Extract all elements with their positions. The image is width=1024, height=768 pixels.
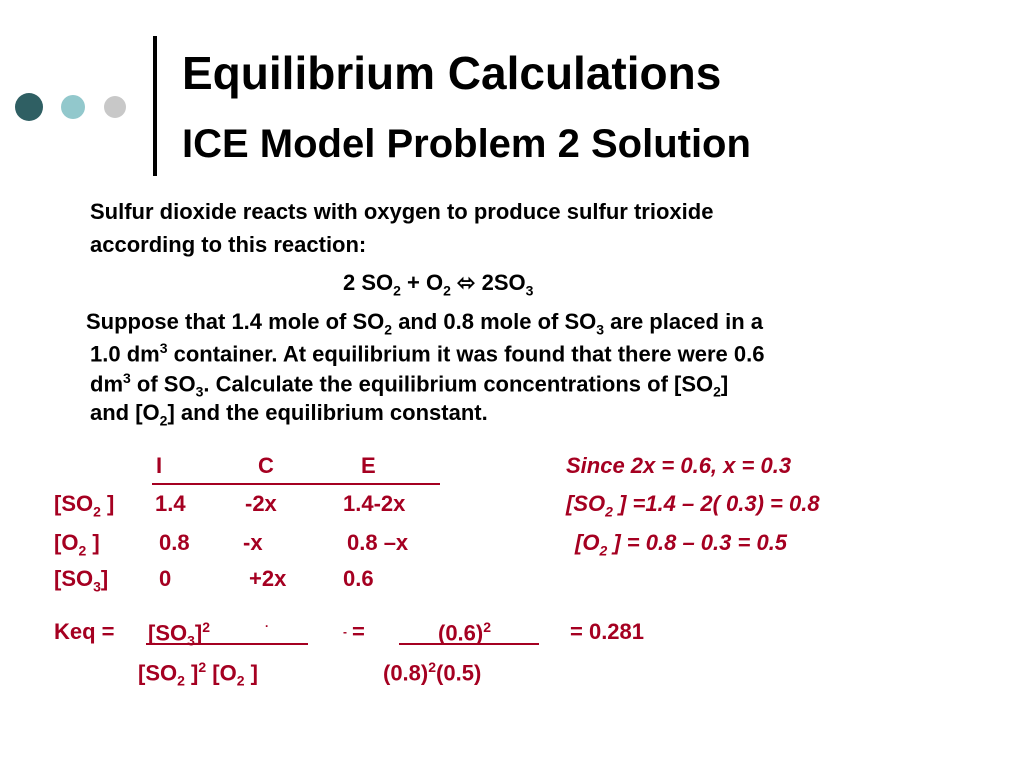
problem-intro-line-2: according to this reaction: [90,232,367,257]
ice-row-so2-initial: 1.4 [155,491,186,516]
title-divider [153,36,157,176]
ice-row-so3-equilibrium: 0.6 [343,566,374,591]
page-title: Equilibrium Calculations [182,47,722,99]
solution-so2: [$SO_2$ ] =1.4 – 2( 0.3) = 0.8 [566,491,820,520]
keq-label: Keq = [54,619,115,644]
problem-intro-line-1: Sulfur dioxide reacts with oxygen to produce sulfur trioxide [90,199,714,224]
problem-line-2: 1.0 $dm^3$ container. At equilibrium it was found that there were 0.6 [90,340,765,367]
keq-dash-mark: - [343,625,347,639]
ice-row-o2-change: -x [243,530,263,555]
ice-row-o2-initial: 0.8 [159,530,190,555]
solution-o2: [$O_2$ ] = 0.8 – 0.3 = 0.5 [575,530,788,559]
keq-dot-mark: . [265,616,269,630]
ice-row-so3-initial: 0 [159,566,172,591]
problem-line-4: and $[O_2]$ and the equilibrium constant. [90,400,488,429]
ice-row-so2-change: -2x [245,491,277,516]
ice-row-so3-label: $[SO_3]$ [54,566,109,595]
page-subtitle: ICE Model Problem 2 Solution [182,122,751,166]
keq-numerator: $[SO_3]^2$ [148,619,211,649]
keq-denominator: [$SO_2$ ]$^2$ [$O_2$ ] [138,659,258,689]
ice-header-c: C [258,453,274,478]
ice-row-o2-label: [$O_2$ ] [54,530,100,559]
decor-dot-1 [15,93,43,121]
ice-header-underline [152,483,440,485]
ice-row-o2-equilibrium: 0.8 –x [347,530,409,555]
equilibrium-arrow: ⬄ [450,270,482,295]
ice-header-i: I [156,453,163,478]
problem-line-3: $dm^3$ of $SO_3$. Calculate the equilibrium concentrations of $[SO_2]$ [90,370,729,400]
decor-dot-2 [61,95,85,119]
keq-equals: = [352,619,365,644]
keq-value-denominator: $(0.8)^2(0.5)$ [383,659,482,686]
decor-dot-3 [104,96,126,118]
ice-row-so2-label: [$SO_2$ ] [54,491,115,520]
solution-x-value: Since 2x = 0.6, x = 0.3 [566,453,792,478]
keq-result: = 0.281 [570,619,645,644]
problem-line-1: Suppose that 1.4 mole of $SO_2$ and 0.8 mole of $SO_3$ are placed in a [86,309,763,338]
ice-row-so2-equilibrium: 1.4-2x [343,491,406,516]
reaction-equation: 2 $SO_2 + O_2$ ⬄ $2SO_3$ [343,270,534,299]
ice-row-so3-change: +2x [249,566,287,591]
ice-header-e: E [361,453,376,478]
keq-value-numerator: $(0.6)^2$ [438,619,492,646]
